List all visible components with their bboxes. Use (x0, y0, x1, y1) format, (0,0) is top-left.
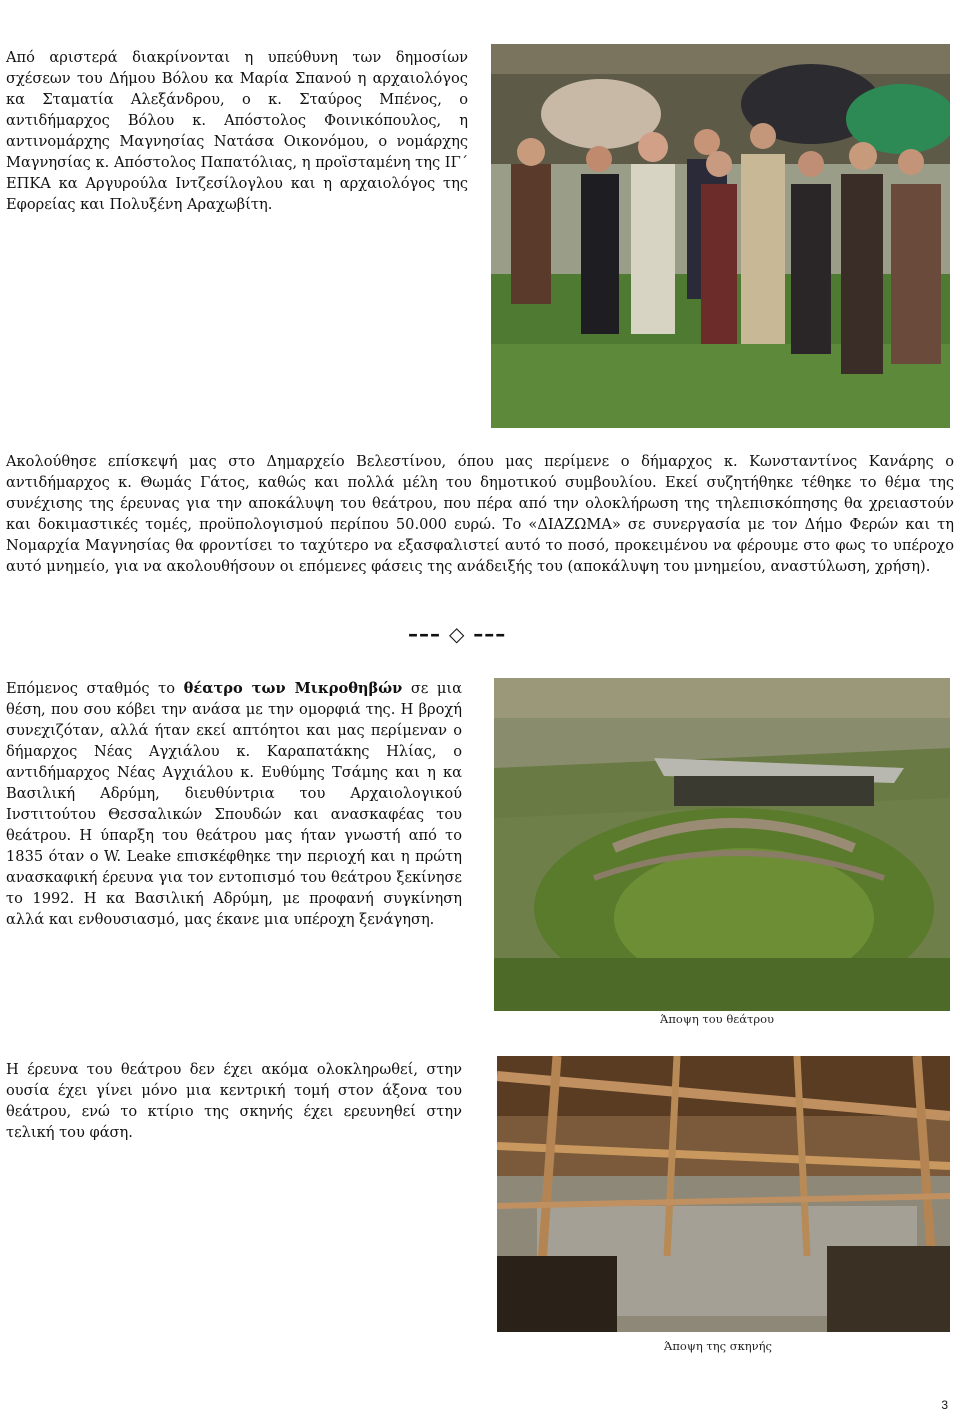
theatre-photo (494, 678, 950, 1011)
research-paragraph: Η έρευνα του θεάτρου δεν έχει ακόμα ολοκληρωθεί, στην ουσία έχει γίνει μόνο μια κεντρική τομή στον άξονα του θεάτρου, ενώ το κτίριο της σκηνής έχει ερευνηθεί στην τελική του φάση. (6, 1061, 462, 1141)
visit-paragraph: Ακολούθησε επίσκεψή μας στο Δημαρχείο Βελεστίνου, όπου μας περίμενε ο δήμαρχος κ. Κωνσταντίνος Κανάρης ο αντιδήμαρχος κ. Θωμάς Γάτος, καθώς και πολλά μέλη του δημοτικού συμβουλίου. Εκεί συζητήθηκε τέθηκε το θέμα της συνέχισης της έρευνας για την αποκάλυψη του θεάτρου, που πέρα από την ολοκλήρωση της τηλεπισκόπησης θα χρειαστούν και δοκιμαστικές τομές, προϋπολογισμού περίπου 50.000 ευρώ. Το «ΔΙΑΖΩΜΑ» σε συνεργασία με τον Δήμο Φερών και τη Νομαρχία Μαγνησίας θα φροντίσει το ταχύτερο να εξασφαλιστεί αυτό το ποσό, προκειμένου να φέρουμε στο φως το υπέροχο αυτό μνημείο, για να ακολουθήσουν οι επόμενες φάσεις της ανάδειξής του (αποκάλυψη του μνημείου, αναστύλωση, χρήση). (6, 453, 954, 575)
section-separator: ––– ◇ ––– (408, 622, 507, 646)
theatre-intro-text: Επόμενος σταθμός το (6, 680, 184, 697)
group-photo (491, 44, 950, 428)
stage-photo-caption: Άποψη της σκηνής (664, 1339, 772, 1353)
theatre-photo-caption: Άποψη του θεάτρου (660, 1012, 774, 1026)
theatre-name: θέατρο των Μικροθηβών (183, 680, 403, 697)
theatre-paragraph (6, 678, 462, 930)
group-photo-caption-paragraph: Από αριστερά διακρίνονται η υπεύθυνη των δημοσίων σχέσεων του Δήμου Βόλου κα Μαρία Σπανού η αρχαιολόγος κα Σταματία Αλεξάνδρου, ο κ. Σταύρος Μπένος, ο αντιδήμαρχος Βόλου κ. Απόστολος Φοινικόπουλος, η αντινομάρχης Μαγνησίας Νατάσα Οικονόμου, ο νομάρχης Μαγνησίας κ. Απόστολος Παπατόλιας, η προϊσταμένη της ΙΓ΄ ΕΠΚΑ κα Αργυρούλα Ιντζεσίλογλου και η αρχαιολόγος της Εφορείας και Πολυξένη Αραχωβίτη. (6, 49, 468, 213)
page-number: 3 (941, 1398, 948, 1412)
stage-photo (497, 1056, 950, 1332)
theatre-body-text: σε μια θέση, που σου κόβει την ανάσα με την ομορφιά της. Η βροχή συνεχιζόταν, αλλά ήταν εκεί απτόητοι και μας περίμεναν ο δήμαρχος Νέας Αγχιάλου κ. Καραπατάκης Ηλίας, ο αντιδήμαρχος Νέας Αγχιάλου κ. Ευθύμης Τσάμης και η κα Βασιλική Αδρύμη, διευθύντρια του Αρχαιολογικού Ινστιτούτου Θεσσαλικών Σπουδών και ανασκαφέας του θεάτρου. Η ύπαρξη του θεάτρου μας ήταν γνωστή από το 1835 όταν ο W. Leake επισκέφθηκε την περιοχή και η πρώτη ανασκαφική έρευνα για τον εντοπισμό του θεάτρου ξεκίνησε το 1992. Η κα Βασιλική Αδρύμη, με προφανή συγκίνηση αλλά και ενθουσιασμό, μας έκανε μια υπέροχη ξενάγηση. (6, 680, 462, 928)
